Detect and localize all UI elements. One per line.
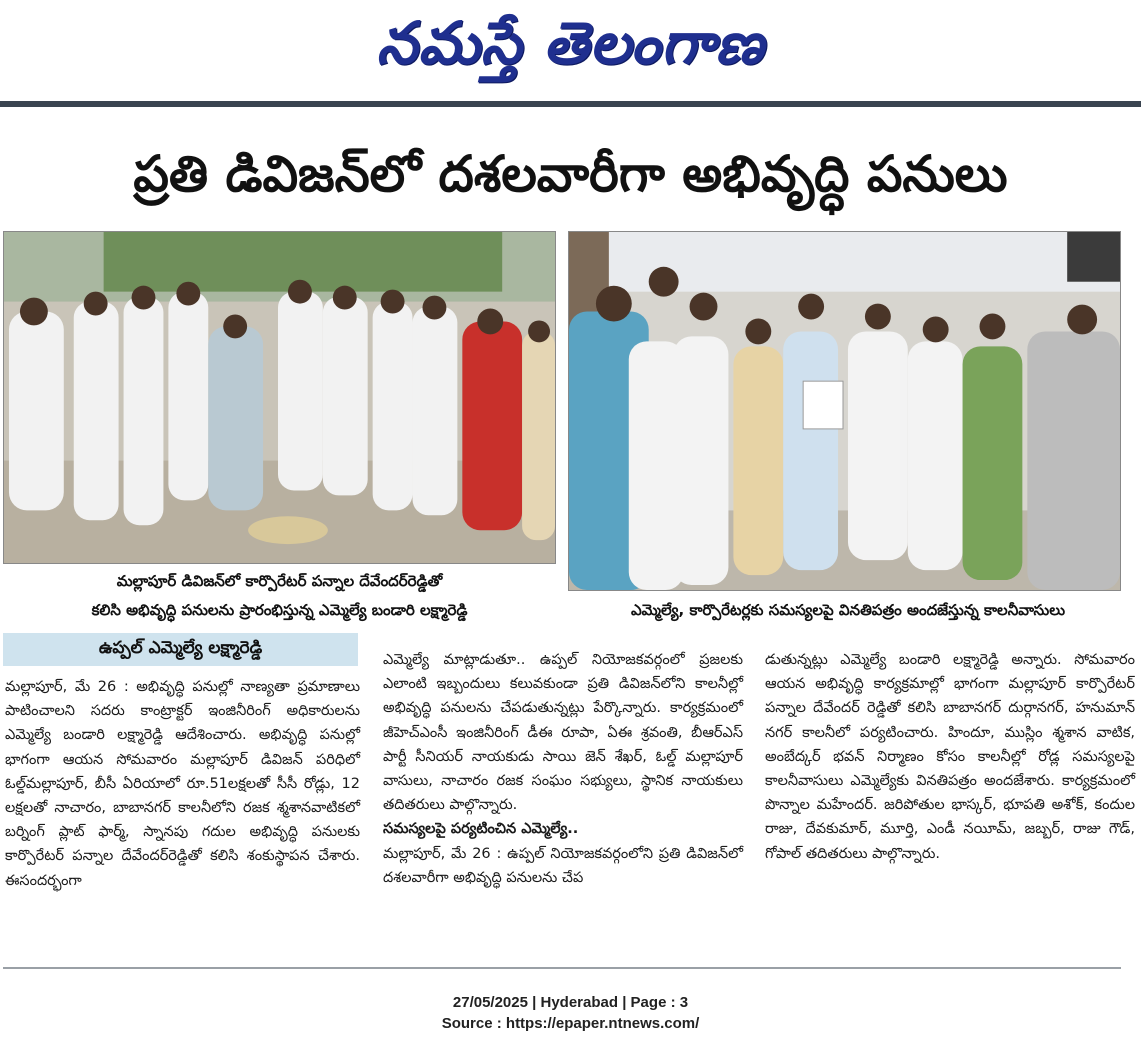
masthead	[0, 0, 1141, 100]
body-text: డుతున్నట్లు ఎమ్మెల్యే బండారి లక్ష్మారెడ్డి అన్నారు. సోమవారం ఆయన అభివృద్ధి కార్యక్రమాల్లో భాగంగా మల్లాపూర్ కార్పొరేటర్ పన్నాల దేవేందర్ రెడ్డితో కలిసి బాబానగర్ దుర్గానగర్, హనుమాన్ నగర్ కాలనీలో పర్యటించారు. హిందూ, ముస్లిం శ్మశాన వాటిక, అంబేద్కర్ భవన్ నిర్మాణం కోసం కాలనీల్లో రోడ్ల సమస్యలపై కాలనీవాసులు ఎమ్మెల్యేకు వినతిపత్రం అందజేశారు. కార్యక్రమంలో పొన్నాల మహేందర్. జరిపోతుల భాస్కర్, భూపతి అశోక్, కందుల రాజు, దేవకుమార్, మూర్తి, ఎండీ నయీమ్, జబ్బర్, రాజు గౌడ్, గోపాల్ తదితరులు పాల్గొన్నారు.	[765, 652, 1135, 862]
photo-petition-handover	[568, 231, 1121, 591]
inline-subhead: సమస్యలపై పర్యటించిన ఎమ్మెల్యే..	[383, 821, 579, 838]
body-text: మల్లాపూర్, మే 26 : అభివృద్ధి పనుల్లో నాణ్యతా ప్రమాణాలు పాటించాలని సదరు కాంట్రాక్టర్ ఇంజినీరింగ్ అధికారులను ఎమ్మెల్యే బండారి లక్ష్మారెడ్డి ఆదేశించారు. అభివృద్ధి పనుల్లో భాగంగా ఆయన సోమవారం మల్లాపూర్ డివిజన్ పరిధిలో ఓల్డ్‌మల్లాపూర్, బీసీ ఏరియాలో రూ.51లక్షలతో సీసీ రోడ్లు, 12 లక్షలతో నాచారం, బాబానగర్ కాలనీలోని రజక శ్మశానవాటికలో బర్నింగ్ ప్లాట్ ఫార్మ్, స్నానపు గదుల అభివృద్ధి పనులకు కార్పొరేటర్ పన్నాల దేవేందర్‌రెడ్డితో కలిసి శంకుస్థాపన చేశారు. ఈసందర్భంగా	[5, 679, 360, 889]
photo-right-caption: ఎమ్మెల్యే, కార్పొరేటర్లకు సమస్యలపై వినతిపత్రం అందజేస్తున్న కాలనీవాసులు	[630, 601, 1066, 619]
article-headline: ప్రతి డివిజన్‌లో దశలవారీగా అభివృద్ధి పనులు	[133, 144, 1008, 203]
newspaper-logo: నమస్తే తెలంగాణ	[376, 8, 765, 77]
footer-divider	[3, 967, 1121, 969]
photo-foundation-ceremony	[3, 231, 556, 564]
footer-source-link[interactable]: Source : https://epaper.ntnews.com/	[441, 1015, 700, 1032]
footer-date-page: 27/05/2025 | Hyderabad | Page : 3	[452, 994, 689, 1011]
article-column-1	[5, 675, 360, 893]
caption-line: మల్లాపూర్ డివిజన్‌లో కార్పొరేటర్ పన్నాల దేవేందర్‌రెడ్డితో	[116, 572, 443, 590]
body-text: ఎమ్మెల్యే మాట్లాడుతూ.. ఉప్పల్ నియోజకవర్గంలో ప్రజలకు ఎలాంటి ఇబ్బందులు కలువకుండా ప్రతి డివిజన్‌లోని కాలనీల్లో అభివృద్ధి పనులను చేపడుతున్నట్లు పేర్కొన్నారు. కార్యక్రమంలో జీహెచ్‌ఎంసీ ఇంజినీరింగ్ డీఈ రూపా, ఏఈ శ్రవంతి, బీఆర్‌ఎస్ పార్టీ సీనియర్ నాయకుడు సాయి జెన్ శేఖర్, ఓల్డ్ మల్లాపూర్ వాసులు, నాచారం రజక సంఘం సభ్యులు, స్థానిక నాయకులు తదితరులు పాల్గొన్నారు.	[383, 652, 743, 814]
photo-left-caption	[3, 567, 556, 625]
article-subhead: ఉప్పల్ ఎమ్మెల్యే లక్ష్మారెడ్డి	[3, 633, 358, 666]
article-column-3	[765, 648, 1135, 866]
caption-line: కలిసి అభివృద్ధి పనులను ప్రారంభిస్తున్న ఎమ్మెల్యే బండారి లక్ష్మారెడ్డి	[91, 601, 468, 619]
body-text: మల్లాపూర్, మే 26 : ఉప్పల్ నియోజకవర్గంలోని ప్రతి డివిజన్‌లో దశలవారీగా అభివృద్ధి పనులను చేప	[383, 845, 743, 886]
article-column-2	[383, 648, 743, 890]
masthead-divider	[0, 101, 1141, 107]
page-footer	[0, 992, 1141, 1034]
